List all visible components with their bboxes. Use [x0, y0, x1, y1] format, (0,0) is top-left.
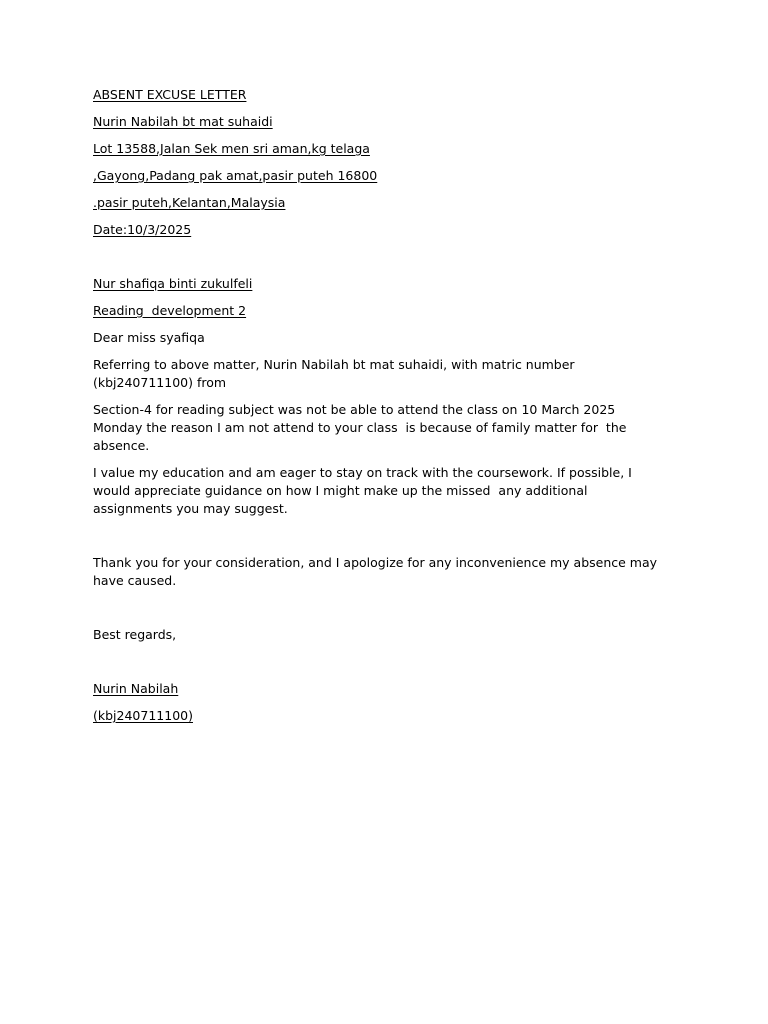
- letter-heading: ABSENT EXCUSE LETTER: [93, 87, 247, 102]
- sender-name: Nurin Nabilah bt mat suhaidi: [93, 114, 273, 129]
- sender-address-line2: ,Gayong,Padang pak amat,pasir puteh 16800: [93, 168, 378, 183]
- letter-date: Date:10/3/2025: [93, 222, 192, 237]
- body-paragraph-1: Referring to above matter, Nurin Nabilah bt mat suhaidi, with matric number (kbj240711100) from: [93, 357, 579, 390]
- body-paragraph-3: I value my education and am eager to stay on track with the coursework. If possible, I would appreciate guidance on how I might make up the missed any additional assignments you may suggest.: [93, 465, 636, 516]
- sender-address-line1: Lot 13588,Jalan Sek men sri aman,kg telaga: [93, 141, 370, 156]
- signature-matric: (kbj240711100): [93, 708, 193, 723]
- salutation: Dear miss syafiqa: [93, 330, 205, 345]
- body-paragraph-2: Section-4 for reading subject was not be able to attend the class on 10 March 2025 Monday the reason I am not attend to your class is because of family matter for the absence.: [93, 402, 631, 453]
- closing: Best regards,: [93, 627, 177, 642]
- sender-address-line3: .pasir puteh,Kelantan,Malaysia: [93, 195, 286, 210]
- signature-name: Nurin Nabilah: [93, 681, 179, 696]
- body-paragraph-4: Thank you for your consideration, and I apologize for any inconvenience my absence may have caused.: [93, 555, 662, 588]
- recipient-name: Nur shafiqa binti zukulfeli: [93, 276, 253, 291]
- letter-subject: Reading development 2: [93, 303, 247, 318]
- letter-content: [93, 86, 668, 725]
